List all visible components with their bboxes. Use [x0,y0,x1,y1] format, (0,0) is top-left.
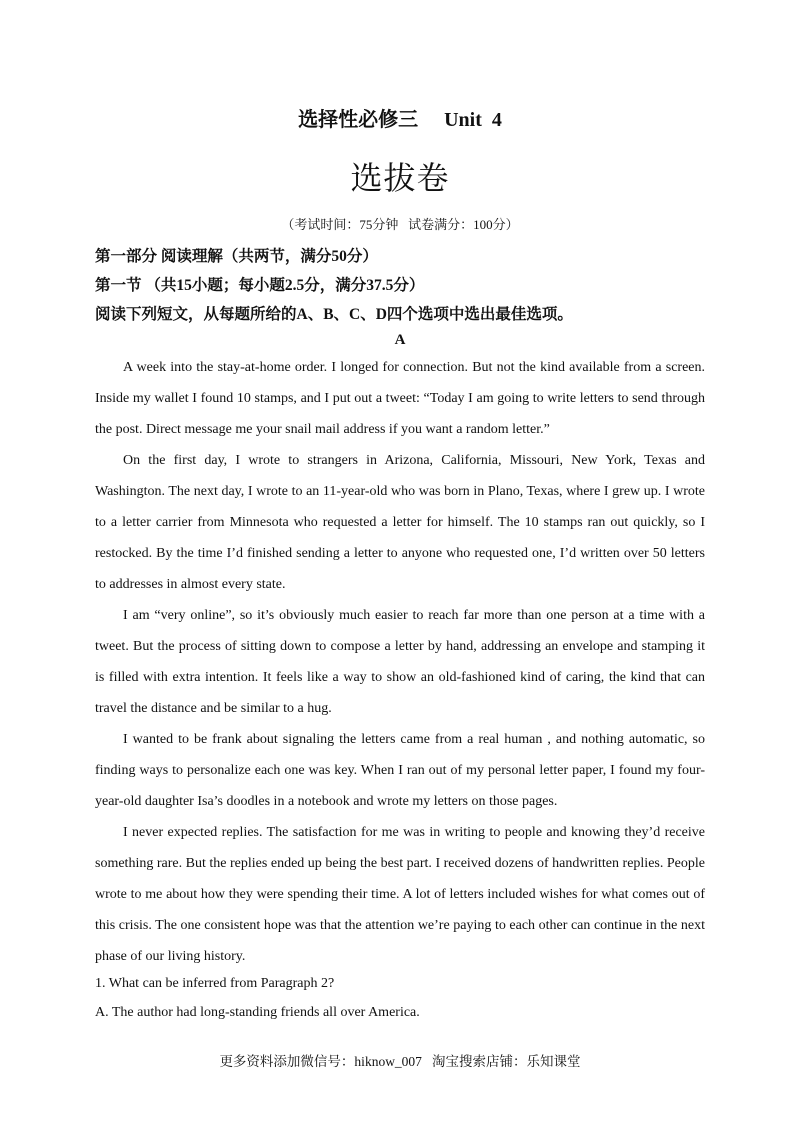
section1-heading: 第一节 （共15小题；每小题2.5分，满分37.5分） [95,277,425,294]
passage-paragraph: I never expected replies. The satisfaction for me was in writing to people and knowing they’d receive something rare. But the replies ended up being the best part. I received dozens of handwritten replies. People wrote to me about how they were spending their time. A lot of letters included wishes for what comes out of this crisis. The one consistent hope was that the attention we’re paying to each other can continue in the next phase of our living history. [95,825,705,964]
passage-paragraph: On the first day, I wrote to strangers in Arizona, California, Missouri, New York, Texas and Washington. The next day, I wrote to an 11-year-old who was born in Plano, Texas, where I grew up. I wrote to a letter carrier from Minnesota who requested a letter for himself. The 10 stamps ran out quickly, so I restocked. By the time I’d finished sending a letter to anyone who requested one, I’d written over 50 letters to addresses in almost every state. [95,453,705,592]
passage-paragraph: A week into the stay-at-home order. I longed for connection. But not the kind available from a screen. Inside my wallet I found 10 stamps, and I put out a tweet: “Today I am going to write letters to send through the post. Direct message me your snail mail address if you want a random letter.” [95,360,705,437]
exam-info: （考试时间：75分钟 试卷满分：100分） [281,217,519,232]
document-title [0,103,800,132]
instruction-text: 阅读下列短文，从每题所给的A、B、C、D四个选项中选出最佳选项。 [95,306,573,323]
footer-note: 更多资料添加微信号：hiknow_007 淘宝搜索店铺：乐知课堂 [219,1054,581,1069]
title-unit: Unit 4 [444,109,502,131]
passage-paragraph: I am “very online”, so it’s obviously much easier to reach far more than one person at a time with a tweet. But the process of sitting down to compose a letter by hand, addressing an envelope and stamping it is filled with extra intention. It feels like a way to show an old-fashioned kind of caring, the kind that can travel the distance and be similar to a hug. [95,608,705,716]
question-1: 1. What can be inferred from Paragraph 2? [95,976,335,991]
document-subtitle: 选拔卷 [350,160,450,196]
part1-heading: 第一部分 阅读理解（共两节，满分50分） [95,248,378,265]
passage-label: A [394,332,406,348]
question-1-option-a: A. The author had long-standing friends all over America. [95,1005,420,1020]
title-chinese: 选择性必修三 [298,109,419,131]
passage-paragraph: I wanted to be frank about signaling the letters came from a real human , and nothing automatic, so finding ways to personalize each one was key. When I ran out of my personal letter paper, I found my four-year-old daughter Isa’s doodles in a notebook and wrote my letters on those pages. [95,732,705,809]
passage-body [95,352,705,972]
